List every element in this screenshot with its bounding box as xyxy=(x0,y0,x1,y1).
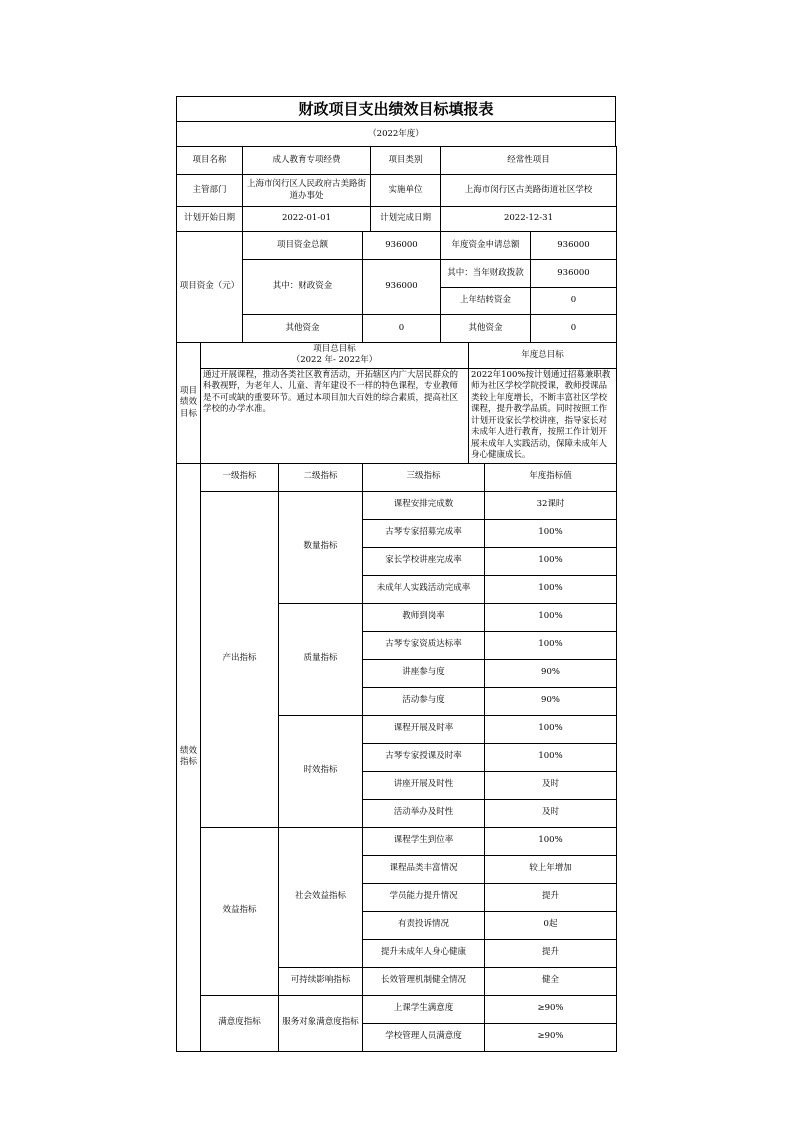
impl-label: 实施单位 xyxy=(371,175,441,207)
indicator-name: 活动举办及时性 xyxy=(363,799,485,827)
header-level3: 三级指标 xyxy=(363,463,485,491)
indicator-name: 讲座参与度 xyxy=(363,659,485,687)
start-date: 2022-01-01 xyxy=(243,207,371,232)
current-value: 936000 xyxy=(531,260,617,288)
quantity-indicator: 数量指标 xyxy=(279,491,363,603)
indicator-value: 100% xyxy=(485,827,617,855)
other-label: 其他资金 xyxy=(243,315,363,343)
total-value: 936000 xyxy=(363,232,441,260)
dept-label: 主管部门 xyxy=(177,175,243,207)
annual-label: 年度资金申请总额 xyxy=(441,232,531,260)
form-title: 财政项目支出绩效目标填报表 xyxy=(176,96,616,121)
form-year: （2022年度） xyxy=(176,121,616,146)
sustain-indicator: 可持续影响指标 xyxy=(279,967,363,995)
end-label: 计划完成日期 xyxy=(371,207,441,232)
indicator-value: 100% xyxy=(485,575,617,603)
indicator-value: 100% xyxy=(485,743,617,771)
indicator-value: 较上年增加 xyxy=(485,855,617,883)
performance-form xyxy=(176,96,616,1052)
indicator-name: 长效管理机制健全情况 xyxy=(363,967,485,995)
funds-table xyxy=(176,231,617,343)
service-indicator: 服务对象满意度指标 xyxy=(279,995,363,1051)
satisfaction-indicator: 满意度指标 xyxy=(201,995,279,1051)
indicators-label: 绩效指标 xyxy=(177,463,201,1051)
fiscal-label: 其中：财政资金 xyxy=(243,260,363,315)
indicator-value: 100% xyxy=(485,631,617,659)
goals-label: 项目绩效目标 xyxy=(177,343,201,464)
project-type-label: 项目类别 xyxy=(371,147,441,175)
indicator-value: 100% xyxy=(485,715,617,743)
indicator-name: 学校管理人员满意度 xyxy=(363,1023,485,1051)
other2-label: 其他资金 xyxy=(441,315,531,343)
impl: 上海市闵行区古美路街道社区学校 xyxy=(441,175,617,207)
funds-label: 项目资金（元） xyxy=(177,232,243,343)
indicator-value: 0起 xyxy=(485,911,617,939)
other2-value: 0 xyxy=(531,315,617,343)
project-type: 经常性项目 xyxy=(441,147,617,175)
indicator-value: 100% xyxy=(485,519,617,547)
indicator-name: 活动参与度 xyxy=(363,687,485,715)
indicator-name: 家长学校讲座完成率 xyxy=(363,547,485,575)
carry-value: 0 xyxy=(531,288,617,315)
project-name: 成人教育专项经费 xyxy=(243,147,371,175)
indicator-name: 古琴专家授课及时率 xyxy=(363,743,485,771)
overall-goal-header xyxy=(201,343,469,369)
other-value: 0 xyxy=(363,315,441,343)
indicator-name: 课程安排完成数 xyxy=(363,491,485,519)
indicator-name: 课程学生到位率 xyxy=(363,827,485,855)
indicator-name: 古琴专家资质达标率 xyxy=(363,631,485,659)
indicator-value: 90% xyxy=(485,687,617,715)
header-level1: 一级指标 xyxy=(201,463,279,491)
indicator-value: 90% xyxy=(485,659,617,687)
overall-goal-period: （2022 年- 2022年） xyxy=(291,355,378,366)
fiscal-value: 936000 xyxy=(363,260,441,315)
overall-goal-text: 通过开展课程，推动各类社区教育活动，开拓辖区内广大居民群众的科教视野，为老年人、儿童、青年建设不一样的特色课程，专业教师是不可或缺的重要环节。通过本项目加大百姓的综合素质，提高社区学校的办学水准。 xyxy=(201,368,469,463)
header-value: 年度指标值 xyxy=(485,463,617,491)
indicator-name: 有责投诉情况 xyxy=(363,911,485,939)
indicator-value: 健全 xyxy=(485,967,617,995)
overall-goal-label: 项目总目标 xyxy=(313,344,356,354)
timeliness-indicator: 时效指标 xyxy=(279,715,363,827)
indicator-name: 教师到岗率 xyxy=(363,603,485,631)
indicator-value: 100% xyxy=(485,603,617,631)
indicator-name: 上课学生满意度 xyxy=(363,995,485,1023)
end-date: 2022-12-31 xyxy=(441,207,617,232)
current-label: 其中：当年财政拨款 xyxy=(441,260,531,288)
indicator-value: 提升 xyxy=(485,883,617,911)
indicator-value: 及时 xyxy=(485,771,617,799)
basic-info-table xyxy=(176,146,617,232)
carry-label: 上年结转资金 xyxy=(441,288,531,315)
goals-table xyxy=(176,342,617,464)
indicator-name: 提升未成年人身心健康 xyxy=(363,939,485,967)
social-indicator: 社会效益指标 xyxy=(279,827,363,967)
indicator-value: 及时 xyxy=(485,799,617,827)
indicator-value: ≥90% xyxy=(485,995,617,1023)
annual-goal-text: 2022年100%按计划通过招募兼职教师为社区学校学院授课，教师授课品类较上年度增长，不断丰富社区学校课程，提升教学品质。同时按照工作计划开设家长学校讲座，指导家长对未成年人进行教育，按照工作计划开展未成年人实践活动，保障未成年人身心健康成长。 xyxy=(469,368,617,463)
indicator-name: 讲座开展及时性 xyxy=(363,771,485,799)
indicator-value: 100% xyxy=(485,547,617,575)
total-label: 项目资金总额 xyxy=(243,232,363,260)
indicators-table xyxy=(176,463,617,1052)
indicator-value: ≥90% xyxy=(485,1023,617,1051)
indicator-value: 32课时 xyxy=(485,491,617,519)
indicator-name: 古琴专家招募完成率 xyxy=(363,519,485,547)
header-level2: 二级指标 xyxy=(279,463,363,491)
indicator-name: 学员能力提升情况 xyxy=(363,883,485,911)
project-name-label: 项目名称 xyxy=(177,147,243,175)
indicator-name: 课程开展及时率 xyxy=(363,715,485,743)
dept: 上海市闵行区人民政府古美路街道办事处 xyxy=(243,175,371,207)
annual-value: 936000 xyxy=(531,232,617,260)
benefit-indicator: 效益指标 xyxy=(201,827,279,995)
start-label: 计划开始日期 xyxy=(177,207,243,232)
indicator-name: 未成年人实践活动完成率 xyxy=(363,575,485,603)
annual-goal-label: 年度总目标 xyxy=(469,343,617,369)
indicator-value: 提升 xyxy=(485,939,617,967)
indicator-name: 课程品类丰富情况 xyxy=(363,855,485,883)
output-indicator: 产出指标 xyxy=(201,491,279,827)
quality-indicator: 质量指标 xyxy=(279,603,363,715)
